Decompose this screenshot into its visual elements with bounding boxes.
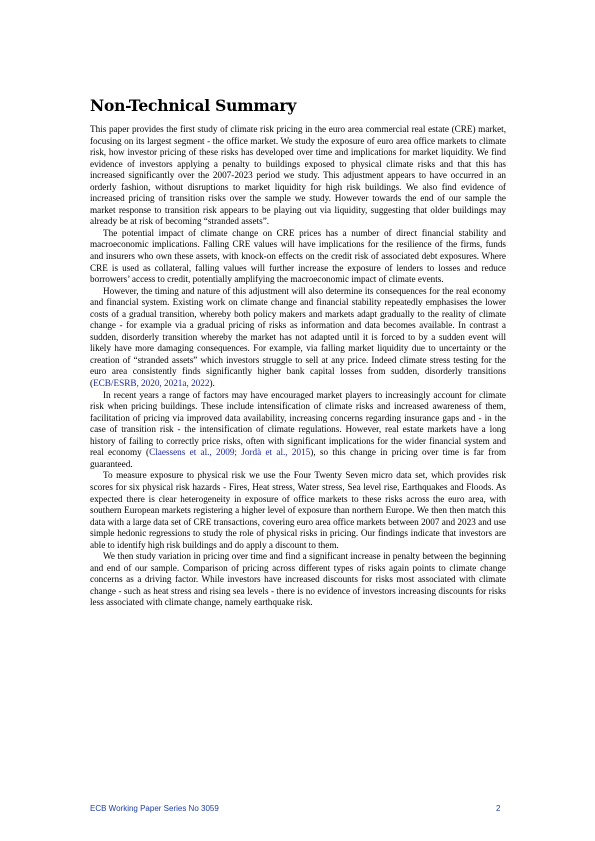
- footer-series: ECB Working Paper Series No 3059: [90, 804, 219, 813]
- paragraph-2: The potential impact of climate change on CRE prices has a number of direct financial stability and macroeconomic implications. Falling CRE values will have implications for the resilience of the firms, funds and insurers who own these assets, with knock-on effects on the credit risk of associated debt exposures. Where CRE is used as collateral, falling values will further increase the exposure of lenders to losses and reduce borrowers’ access to credit, potentially amplifying the macroeconomic impact of climate events.: [90, 227, 506, 285]
- paragraph-3: [90, 286, 506, 390]
- paragraph-6: We then study variation in pricing over time and find a significant increase in penalty between the beginning and end of our sample. Comparison of pricing across different types of risks again points to climate change concerns as a driving factor. While investors have increased discounts for risks most associated with climate change - such as heat stress and rising sea levels - there is no evidence of investors increasing discounts for risks less associated with climate change, namely earthquake risk.: [90, 551, 506, 608]
- paragraph-4-end: ), so this change in pricing over time is far from guaranteed.: [90, 447, 506, 469]
- citation-claessens-jorda[interactable]: Claessens et al., 2009; Jordà et al., 2015: [149, 447, 311, 458]
- paragraph-1: This paper provides the first study of climate risk pricing in the euro area commercial real estate (CRE) market, focusing on its largest segment - the office market. We study the exposure of euro area office markets to climate risk, how investor pricing of these risks has developed over time and implications for market liquidity. We find evidence of investors applying a penalty to buildings exposed to physical climate risks and that this has increased significantly over the 2007-2023 period we study. This adjustment appears to have occurred in an orderly fashion, without disruptions to market liquidity for high risk buildings. We also find evidence of increased pricing of transition risks over the sample we study. However towards the end of our sample the market response to transition risk appears to be playing out via liquidity, suggesting that older buildings may already be at risk of becoming “stranded assets”.: [90, 124, 506, 227]
- paragraph-3-text: However, the timing and nature of this adjustment will also determine its consequences for the real economy and financial system. Existing work on climate change and financial stability repeatedly emphasises the lower costs of a gradual transition, whereby both policy makers and markets adapt gradually to the reality of climate change - for example via a gradual pricing of risks as information and data becomes available. In contrast a sudden, disorderly transition whereby the market has not adapted until it is forced to by a sudden event will likely have more damaging consequences. For example, via falling market liquidity due to uncertainty or the creation of “stranded assets” which investors struggle to sell at any price. Indeed climate stress testing for the euro area consistently finds significantly higher bank capital losses from sudden, disorderly transitions (: [90, 285, 506, 389]
- paragraph-4-text: In recent years a range of factors may have encouraged market players to increasingly account for climate risk when pricing buildings. These include intensification of climate risks and increased awareness of them, facilitation of pricing via improved data availability, increasing concerns regarding insurance gaps and - in the case of transition risk - the intensification of climate regulations. However, real estate markets have a long history of failing to correctly price risks, often with significant implications for the wider financial system and real economy (: [90, 389, 506, 458]
- paragraph-4: [90, 390, 506, 471]
- paragraph-3-end: ).: [209, 378, 215, 389]
- citation-ecb-esrb[interactable]: ECB/ESRB, 2020, 2021a, 2022: [93, 378, 210, 389]
- paragraph-5: To measure exposure to physical risk we use the Four Twenty Seven micro data set, which provides risk scores for six physical risk hazards - Fires, Heat stress, Water stress, Sea level rise, Earthquakes and Floods. As expected there is clear heterogeneity in exposure of office markets to these risks across the euro area, with southern European markets registering a higher level of exposure than northern Europe. We then then match this data with a large data set of CRE transactions, covering euro area office markets between 2007 and 2023 and use simple hedonic regressions to study the role of physical risks in pricing. Our findings indicate that investors are able to identify high risk buildings and do apply a discount to them.: [90, 470, 506, 550]
- summary-body: [90, 124, 506, 609]
- footer-page-number: 2: [496, 804, 501, 813]
- section-title: Non-Technical Summary: [90, 96, 297, 115]
